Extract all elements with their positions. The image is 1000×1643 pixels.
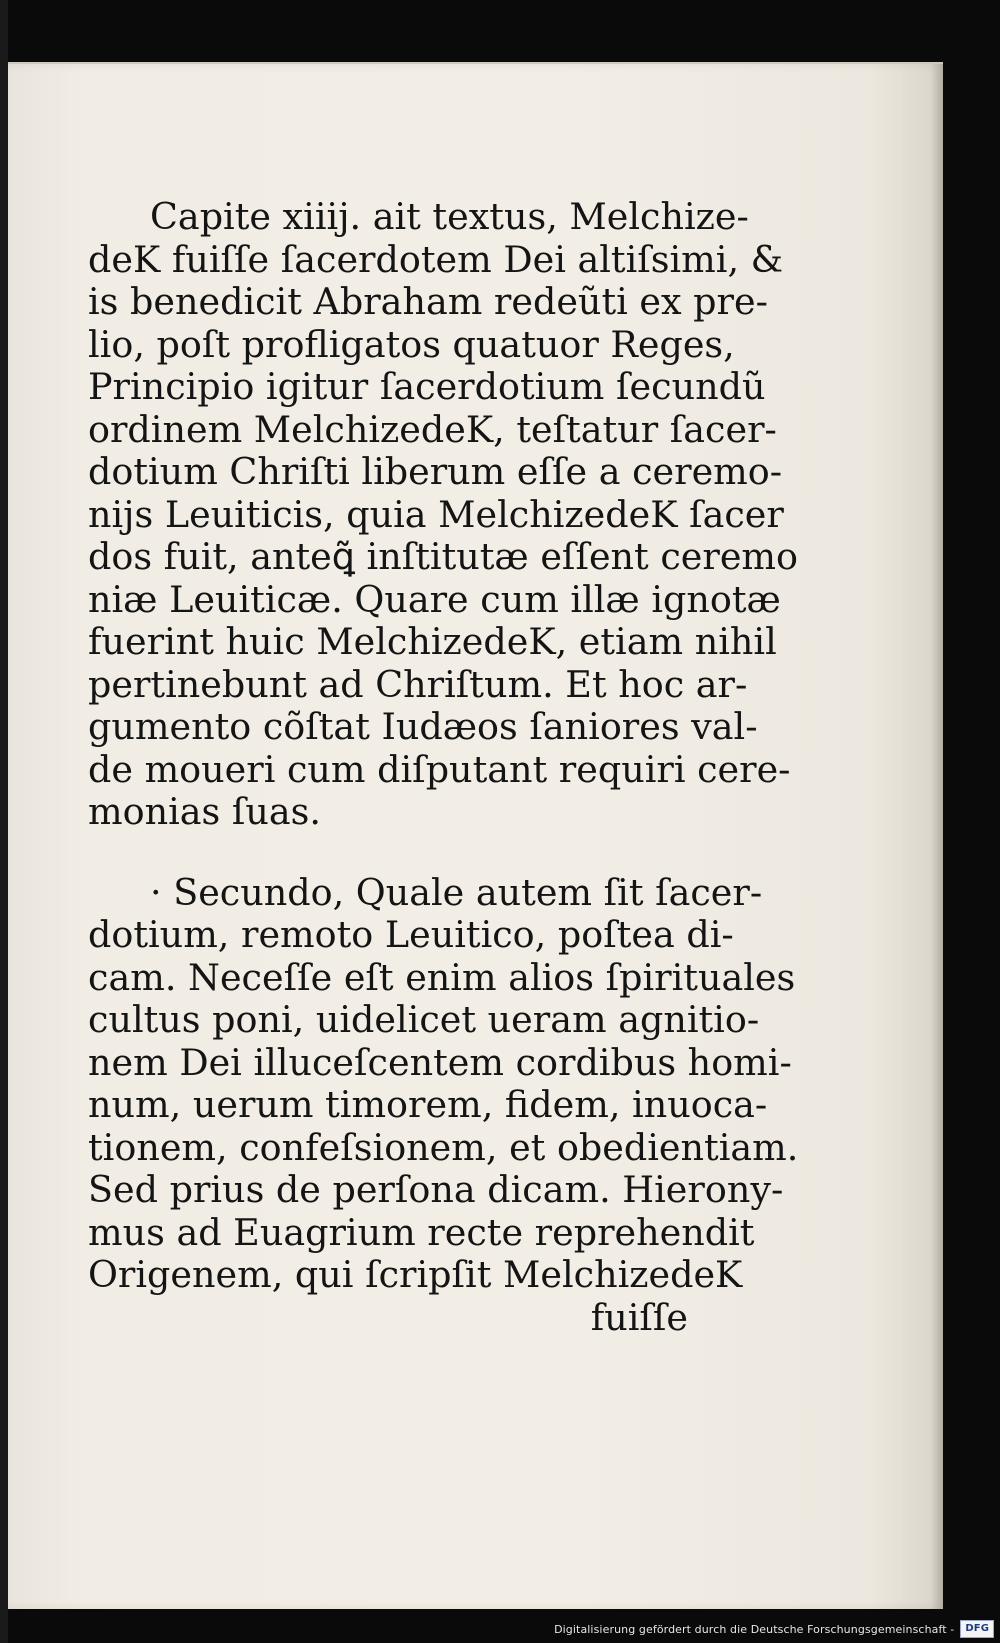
text-line: tionem, confeſsionem, et obedientiam. (88, 1125, 799, 1169)
scan-background-edge (0, 0, 8, 1643)
text-line: · Secundo, Quale autem ſit ſacer- (150, 870, 763, 914)
text-line: dotium, remoto Leuitico, poſtea di- (88, 913, 734, 956)
digitization-credit (554, 1619, 994, 1639)
credit-text: Digitalisierung gefördert durch die Deutsche Forschungsgemeinschaft - (554, 1622, 955, 1636)
text-line: num, uerum timorem, fidem, inuoca- (88, 1083, 768, 1126)
text-line: Origenem, qui ſcripſit MelchizedeK (88, 1253, 743, 1296)
catchword: fuiſſe (590, 1295, 688, 1339)
text-line: pertinebunt ad Chriſtum. Et hoc ar- (88, 662, 748, 706)
text-line: deK fuiſſe ſacerdotem Dei altiſsimi, & (88, 237, 784, 281)
text-line: is benedicit Abraham redeũti ex pre- (88, 280, 768, 323)
text-line: niæ Leuiticæ. Quare cum illæ ignotæ (88, 577, 781, 621)
paragraph-gap (88, 834, 688, 872)
text-line: fuerint huic MelchizedeK, etiam nihil (88, 620, 777, 663)
text-line: cultus poni, uidelicet ueram agnitio- (88, 998, 760, 1041)
text-line: ordinem MelchizedeK, teſtatur ſacer- (88, 407, 777, 451)
dfg-logo-icon: DFG (960, 1620, 994, 1638)
text-line: Capite xiiij. ait textus, Melchize- (150, 195, 749, 238)
text-line: nem Dei illuceſcentem cordibus homi- (88, 1040, 792, 1084)
text-line: Sed prius de perſona dicam. Hierony- (88, 1168, 784, 1211)
page-text (88, 195, 799, 1339)
text-line: mus ad Euagrium recte reprehendit (88, 1210, 755, 1254)
text-line: Principio igitur ſacerdotium ſecundũ (88, 365, 766, 408)
paragraph-2 (88, 870, 799, 1297)
paragraph-1 (88, 195, 799, 834)
text-line: cam. Neceſſe eſt enim alios ſpirituales (88, 955, 796, 999)
text-line: dotium Chriſti liberum eſſe a ceremo- (88, 450, 783, 493)
text-line: monias ſuas. (88, 790, 321, 833)
text-line: nijs Leuiticis, quia MelchizedeK ſacer (88, 492, 784, 536)
book-page (8, 62, 943, 1609)
text-line: dos fuit, anteꝗ̃ inſtitutæ eſſent ceremo (88, 535, 799, 578)
text-line: lio, poſt profligatos quatuor Reges, (88, 322, 735, 366)
page-edge-shadow (931, 64, 943, 1609)
text-line: gumento cõſtat Iudæos ſaniores val- (88, 705, 758, 748)
text-line: de moueri cum diſputant requiri cere- (88, 747, 791, 791)
